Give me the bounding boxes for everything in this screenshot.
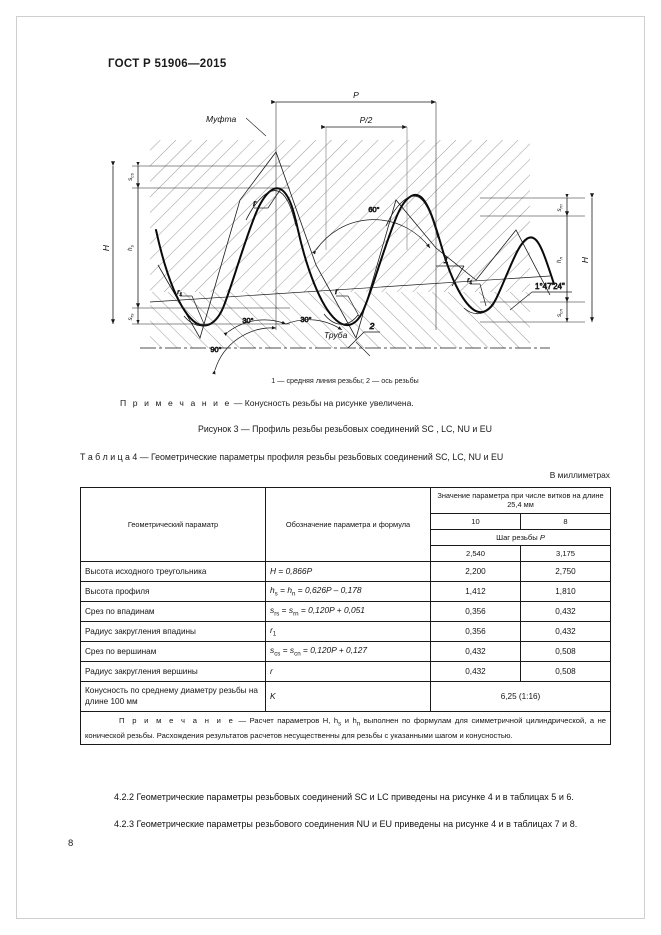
table-note-text-3: выполнен по формулам для симметричной цилиндрической, а не конической резьбы. Расхождения результатов расчетов несущественны для резьбы с указанными шагом и конусностью. bbox=[85, 716, 607, 740]
row-value-8: 1,810 bbox=[521, 581, 611, 601]
label-r1-right: $r_1$ bbox=[467, 277, 472, 285]
row-name: Высота исходного треугольника bbox=[81, 561, 266, 581]
label-angle-90: 90° bbox=[210, 345, 222, 354]
row-value-10: 0,432 bbox=[431, 661, 521, 681]
label-angle-60: 60° bbox=[368, 205, 380, 214]
row-name: Радиус закругления вершины bbox=[81, 661, 266, 681]
header-value-group: Значение параметра при числе витков на длине 25,4 мм bbox=[431, 488, 611, 514]
header-pitch-label: Шаг резьбы P bbox=[431, 529, 611, 545]
table-note: П р и м е ч а н и е — Расчет параметров H, $h_s$ и $h_n$ выполнен по формулам для симметричной цилиндрической, а не конической резьбы. Расхождения результатов расчетов несущественны для резьбы с указанными шагом и конусностью. bbox=[81, 712, 611, 745]
thread-profile-figure bbox=[80, 80, 610, 380]
row-formula: $s_{rs} = s_{rn} = 0,120P + 0,051$ bbox=[266, 601, 431, 621]
figure-note-label: П р и м е ч а н и е bbox=[120, 398, 232, 408]
label-pipe: Труба bbox=[324, 330, 348, 340]
dimension-s-rn bbox=[556, 198, 567, 216]
row-value-8: 0,508 bbox=[521, 641, 611, 661]
figure-legend: 1 — средняя линия резьбы; 2 — ось резьбы bbox=[271, 376, 419, 385]
row-formula: $s_{cs} = s_{cn} = 0,120P + 0,127$ bbox=[266, 641, 431, 661]
label-H-right: H bbox=[580, 256, 590, 264]
table-row bbox=[81, 581, 611, 601]
table-note-text-1: — Расчет параметров H, h bbox=[234, 716, 339, 726]
row-value-10: 0,432 bbox=[431, 641, 521, 661]
row-name: Высота профиля bbox=[81, 581, 266, 601]
table-note-row bbox=[81, 712, 611, 745]
table-units: В миллиметрах bbox=[549, 470, 610, 480]
header-turns-8: 8 bbox=[521, 513, 611, 529]
row-value-8: 2,750 bbox=[521, 561, 611, 581]
dimension-s-rs bbox=[127, 308, 138, 324]
figure-note-text: — Конусность резьбы на рисунке увеличена. bbox=[231, 398, 414, 408]
header-pitch-value-10: 2,540 bbox=[431, 545, 521, 561]
label-h-n: $h_n$ bbox=[556, 256, 564, 264]
row-formula: K bbox=[266, 681, 431, 712]
row-formula: H = 0,866P bbox=[266, 561, 431, 581]
label-H-left: H bbox=[101, 244, 111, 252]
page-number: 8 bbox=[68, 838, 74, 849]
paragraph-4-2-2: 4.2.2 Геометрические параметры резьбовых соединений SC и LC приведены на рисунке 4 и в таблицах 5 и 6. bbox=[114, 792, 574, 802]
row-name: Срез по вершинам bbox=[81, 641, 266, 661]
table-note-label: П р и м е ч а н и е bbox=[119, 716, 235, 726]
dimension-s-cn bbox=[556, 302, 567, 322]
dimension-H-right bbox=[580, 198, 592, 322]
label-angle-30-left: 30° bbox=[242, 316, 254, 325]
header-turns-10: 10 bbox=[431, 513, 521, 529]
header-parameter: Геометрический параматр bbox=[81, 488, 266, 562]
row-value-10: 2,200 bbox=[431, 561, 521, 581]
row-formula: r bbox=[266, 661, 431, 681]
row-value-10: 0,356 bbox=[431, 601, 521, 621]
table-row bbox=[81, 681, 611, 712]
table-row bbox=[81, 561, 611, 581]
row-value-10: 0,356 bbox=[431, 621, 521, 641]
paragraph-4-2-3: 4.2.3 Геометрические параметры резьбового соединения NU и EU приведены на рисунке 4 и в таблицах 7 и 8. bbox=[114, 819, 578, 829]
row-value-span: 6,25 (1:16) bbox=[431, 681, 611, 712]
document-header: ГОСТ Р 51906—2015 bbox=[108, 58, 227, 70]
label-h-s: $h_s$ bbox=[127, 245, 135, 251]
dimension-s-cs bbox=[127, 166, 138, 188]
row-value-10: 1,412 bbox=[431, 581, 521, 601]
row-name: Срез по впадинам bbox=[81, 601, 266, 621]
dimension-h-s bbox=[127, 188, 138, 308]
table-row bbox=[81, 601, 611, 621]
label-half-pitch: P/2 bbox=[359, 115, 373, 125]
table-row bbox=[81, 661, 611, 681]
label-r1-left: $r_1$ bbox=[177, 289, 182, 297]
row-value-8: 0,508 bbox=[521, 661, 611, 681]
header-pitch-value-8: 3,175 bbox=[521, 545, 611, 561]
row-value-8: 0,432 bbox=[521, 621, 611, 641]
table-row bbox=[81, 621, 611, 641]
row-formula: $h_s = h_n = 0,626P - 0,178$ bbox=[266, 581, 431, 601]
label-s-rn: $s_{rn}$ bbox=[556, 204, 564, 212]
figure-note bbox=[80, 398, 610, 408]
row-name: Радиус закругления впадины bbox=[81, 621, 266, 641]
label-callout-1: 1 bbox=[443, 255, 449, 265]
label-s-cn: $s_{cn}$ bbox=[556, 308, 564, 318]
label-coupling: Муфта bbox=[206, 114, 237, 124]
table-title: Т а б л и ц а 4 — Геометрические параметры профиля резьбы резьбовых соединений SC, LC, NU и EU bbox=[80, 452, 504, 462]
label-taper-angle: 1°47'24" bbox=[535, 282, 565, 291]
parameters-table bbox=[80, 487, 611, 745]
figure-caption: Рисунок 3 — Профиль резьбы резьбовых соединений SC , LC, NU и EU bbox=[197, 424, 493, 434]
hatch-coupling bbox=[150, 140, 530, 292]
label-callout-2: 2 bbox=[369, 321, 375, 331]
row-formula: $r_1$ bbox=[266, 621, 431, 641]
header-designation: Обозначение параметра и формула bbox=[266, 488, 431, 562]
label-r-1: r bbox=[253, 198, 256, 208]
thread-profile-svg bbox=[80, 80, 610, 380]
label-angle-30-right: 30° bbox=[300, 315, 312, 324]
table-header-row-1 bbox=[81, 488, 611, 514]
row-name: Конусность по среднему диаметру резьбы на длине 100 мм bbox=[81, 681, 266, 712]
row-value-8: 0,432 bbox=[521, 601, 611, 621]
dimension-H-left bbox=[101, 166, 113, 324]
label-r-2: r bbox=[335, 286, 338, 296]
label-s-rs: $s_{rs}$ bbox=[127, 313, 135, 321]
label-pitch: P bbox=[353, 90, 359, 100]
table-note-text-2: и h bbox=[341, 716, 357, 726]
table-row bbox=[81, 641, 611, 661]
label-s-cs: $s_{cs}$ bbox=[127, 173, 135, 181]
